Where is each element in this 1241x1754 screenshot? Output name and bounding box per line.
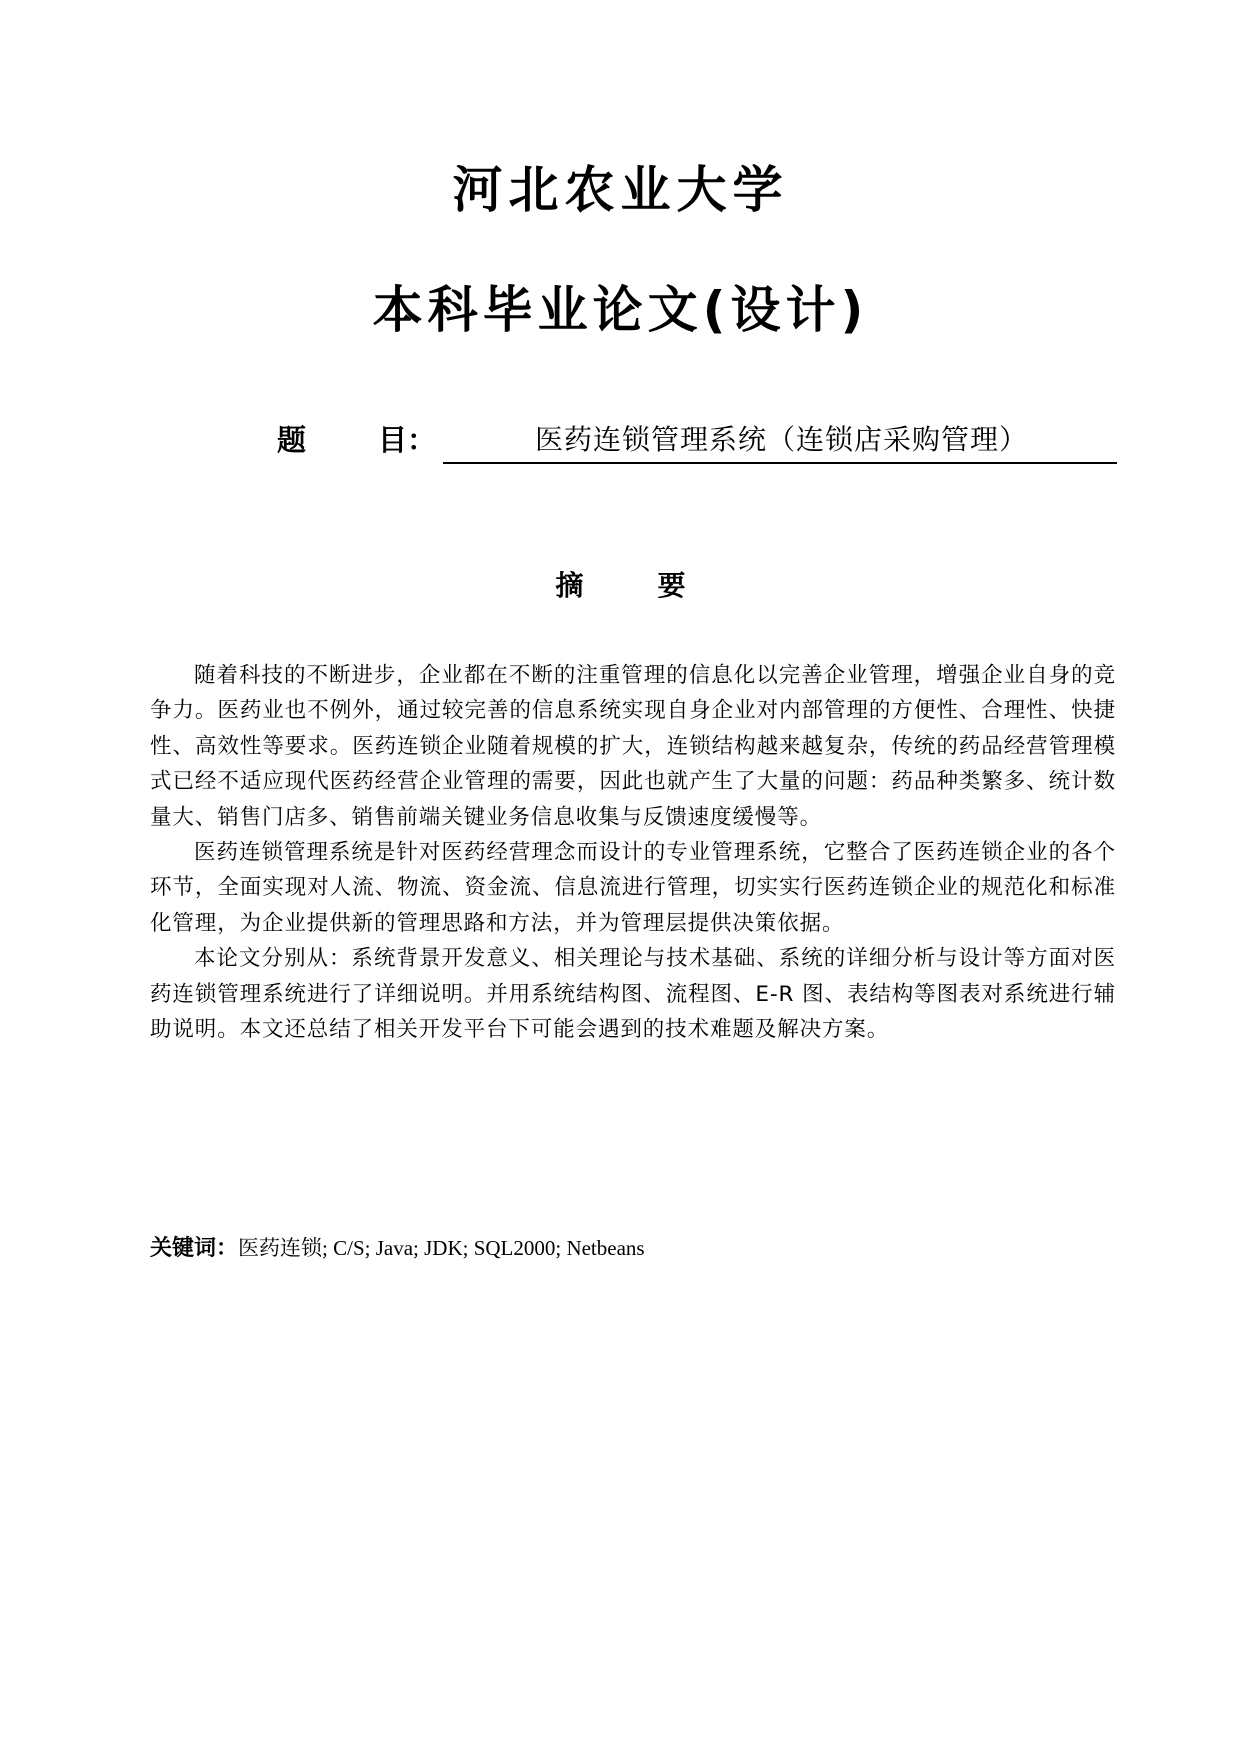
thesis-title-row <box>277 420 1117 464</box>
keywords-value: 医药连锁; C/S; Java; JDK; SQL2000; Netbeans <box>238 1236 645 1260</box>
abstract-heading-char-2: 要 <box>657 569 686 602</box>
abstract-paragraph: 医药连锁管理系统是针对医药经营理念而设计的专业管理系统，它整合了医药连锁企业的各个环节，全面实现对人流、物流、资金流、信息流进行管理，切实实行医药连锁企业的规范化和标准化管理，为企业提供新的管理思路和方法，并为管理层提供决策依据。 <box>150 840 1116 936</box>
abstract-heading <box>0 566 1241 606</box>
university-name: 河北农业大学 <box>452 161 789 219</box>
thesis-title: 医药连锁管理系统（连锁店采购管理） <box>535 423 1029 456</box>
keywords-label: 关键词： <box>150 1236 239 1261</box>
abstract-body <box>150 658 1116 1047</box>
title-underline <box>443 420 1117 464</box>
abstract-heading-char-1: 摘 <box>555 569 584 602</box>
keywords-line <box>150 1232 645 1265</box>
thesis-type-heading: 本科毕业论文(设计) <box>372 281 869 339</box>
abstract-paragraph: 本论文分别从：系统背景开发意义、相关理论与技术基础、系统的详细分析与设计等方面对医药连锁管理系统进行了详细说明。并用系统结构图、流程图、E-R 图、表结构等图表对系统进行辅助说明。本文还总结了相关开发平台下可能会遇到的技术难题及解决方案。 <box>150 946 1116 1043</box>
title-label-char-1: 题 <box>277 423 307 457</box>
title-label-char-2: 目： <box>378 423 437 457</box>
abstract-paragraph: 随着科技的不断进步，企业都在不断的注重管理的信息化以完善企业管理，增强企业自身的竞争力。医药业也不例外，通过较完善的信息系统实现自身企业对内部管理的方便性、合理性、快捷性、高效性等要求。医药连锁企业随着规模的扩大，连锁结构越来越复杂，传统的药品经营管理模式已经不适应现代医药经营企业管理的需要，因此也就产生了大量的问题：药品种类繁多、统计数量大、销售门店多、销售前端关键业务信息收集与反馈速度缓慢等。 <box>150 663 1116 830</box>
